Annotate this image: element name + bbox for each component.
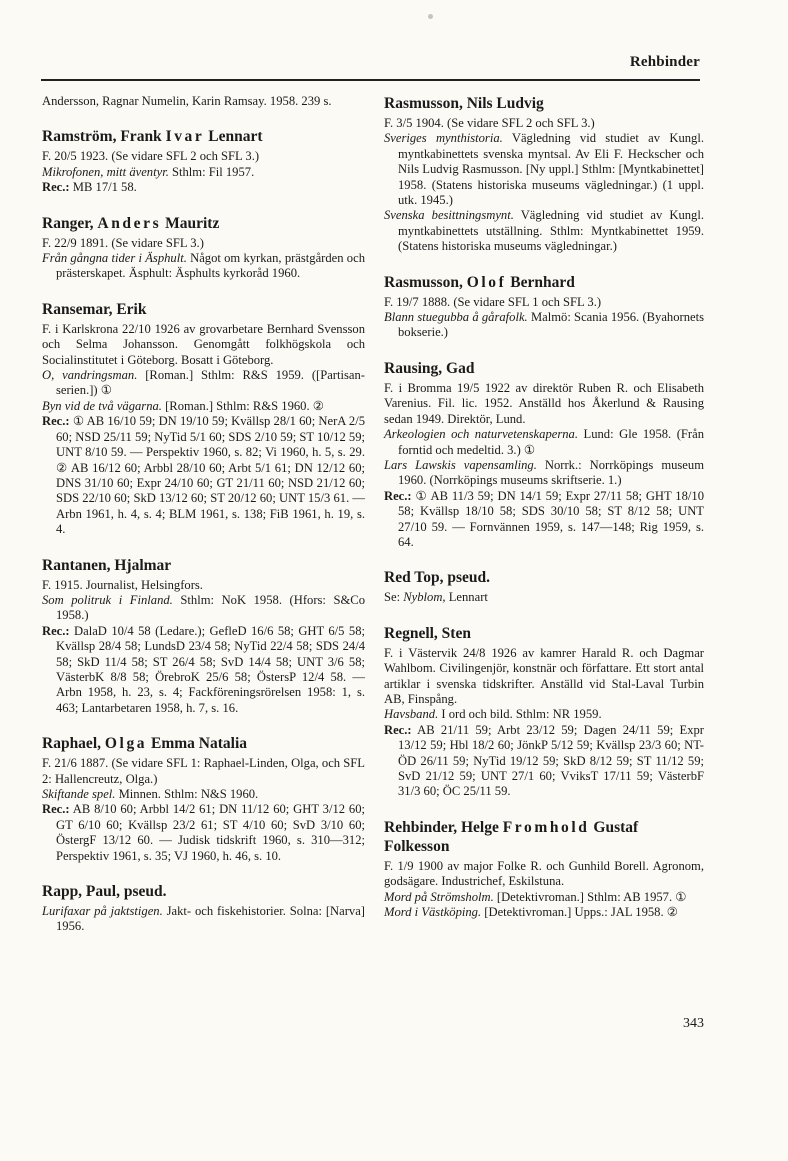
entry-work: Lars Lawskis vapensamling. Norrk.: Norrköpings museum 1960. (Norrköpings museums skriftserie. 1.) xyxy=(384,457,704,488)
entry-born: F. 19/7 1888. (Se vidare SFL 1 och SFL 3.) xyxy=(384,294,602,309)
left-column xyxy=(42,94,365,953)
entry-work: Sveriges mynthistoria. Vägledning vid studiet av Kungl. myntkabinettets svenska myntsal. Av Eli F. Heckscher och Nils Ludvig Rasmusson. [Ny uppl.] Sthlm: [Myntkabinettet] 1958. (Statens historiska museums vägledningar.) (1 uppl. utk. 1945.) xyxy=(384,131,704,208)
entry-bio: F. 1915. Journalist, Helsingfors. xyxy=(42,577,203,592)
entry-heading: Ranger, Anders Mauritz xyxy=(42,214,220,232)
entry-bio: F. 1/9 1900 av major Folke R. och Gunhild Borell. Agronom, godsägare. Industrichef, Eskilstuna. xyxy=(384,858,704,889)
continuation-text: Andersson, Ragnar Numelin, Karin Ramsay. 1958. 239 s. xyxy=(42,94,332,108)
entry-heading: Raphael, Olga Emma Natalia xyxy=(42,735,248,753)
entry-heading: Rantanen, Hjalmar xyxy=(42,556,172,574)
entry-bio: F. i Karlskrona 22/10 1926 av grovarbetare Bernhard Svensson och Selma Johansson. Genomgått folkhögskola och Socialinstitutet i Göteborg. Bosatt i Göteborg. xyxy=(42,321,365,367)
right-column xyxy=(384,94,704,938)
entry-heading: Rasmusson, Nils Ludvig xyxy=(384,95,544,112)
entry-see-reference: Se: Nyblom, Lennart xyxy=(384,590,488,605)
entry-work: Från gångna tider i Äsphult. Något om kyrkan, prästgården och prästerskapet. Äsphult: Äsphults kyrkoråd 1960. xyxy=(42,251,365,281)
entry-heading: Rasmusson, Olof Bernhard xyxy=(384,273,575,291)
entry-bio: F. i Västervik 24/8 1926 av kamrer Harald R. och Dagmar Wahlbom. Civilingenjör, konstnär och författare. Ett stort antal artiklar i svenska tidskrifter. Anställd vid Stal-Laval Turbin AB, Finspång. xyxy=(384,645,704,706)
entry-rehbinder xyxy=(384,818,704,921)
entry-heading: Ramström, Frank Ivar Lennart xyxy=(42,128,263,146)
entry-rasmusson-olof xyxy=(384,273,704,341)
entry-work: Byn vid de två vägarna. [Roman.] Sthlm: R&S 1960. ② xyxy=(42,398,325,413)
entry-work: Som politruk i Finland. Sthlm: NoK 1958. (Hfors: S&Co 1958.) xyxy=(42,592,365,623)
entry-heading: Rausing, Gad xyxy=(384,359,475,377)
entry-raphael xyxy=(42,734,365,864)
page-number: 343 xyxy=(683,1016,704,1031)
entry-work: Arkeologien och naturvetenskaperna. Lund: Gle 1958. (Från forntid och medeltid. 3.) ① xyxy=(384,427,704,457)
header-rule xyxy=(41,79,700,81)
entry-rausing xyxy=(384,359,704,550)
entry-bio: F. i Bromma 19/5 1922 av direktör Ruben R. och Elisabeth Varenius. Fil. lic. 1952. Anställd hos Åkerlund & Rausing sedan 1949. Direktör, Lund. xyxy=(384,380,704,426)
entry-reviews: Rec.: MB 17/1 58. xyxy=(42,180,137,195)
entry-rapp xyxy=(42,882,365,935)
decorative-dot xyxy=(428,14,433,19)
entry-rantanen xyxy=(42,556,365,717)
entry-born: F. 3/5 1904. (Se vidare SFL 2 och SFL 3.) xyxy=(384,116,595,130)
entry-heading: Ransemar, Erik xyxy=(42,300,147,318)
entry-rasmusson-nils xyxy=(384,94,704,255)
entry-work: O, vandringsman. [Roman.] Sthlm: R&S 1959. ([Partisan-serien.]) ① xyxy=(42,368,365,398)
entry-work: Havsband. I ord och bild. Sthlm: NR 1959. xyxy=(384,707,602,722)
entry-heading: Rapp, Paul, pseud. xyxy=(42,883,167,901)
entry-reviews: Rec.: ① AB 11/3 59; DN 14/1 59; Expr 27/11 58; GHT 18/10 58; Kvällsp 18/10 58; SDS 30/10 58; ST 8/12 58; UNT 27/10 59. — Fornvännen 1959, s. 147—148; Rig 1959, s. 64. xyxy=(384,488,704,549)
entry-regnell xyxy=(384,624,704,800)
running-header: Rehbinder xyxy=(629,54,700,70)
entry-work: Blann stuegubba å gårafolk. Malmö: Scania 1956. (Byahornets bokserie.) xyxy=(384,310,705,340)
entry-work: Mikrofonen, mitt äventyr. Sthlm: Fil 1957. xyxy=(42,164,255,179)
entry-heading: Red Top, pseud. xyxy=(384,569,490,587)
entry-reviews: Rec.: DalaD 10/4 58 (Ledare.); GefleD 16/6 58; GHT 6/5 58; Kvällsp 28/4 58; LundsD 23/4 58; NyTid 22/4 58; SDS 24/4 58; SkD 11/4 58; ST 26/4 58; SvD 14/4 58; UNT 3/6 58; VästerbK 8/8 58; ÖrebroK 25/6 58; ÖstersP 12/4 58. — Arbn 1958, h. 23, s. 4; Fackföreningsrörelsen 1958: 1, s. 463; Lantarbetaren 1958, h. 7, s. 16. xyxy=(42,623,365,715)
entry-born: F. 21/6 1887. (Se vidare SFL 1: Raphael-Linden, Olga, och SFL 2: Hallencreutz, Olga.) xyxy=(42,756,365,786)
entry-heading: Regnell, Sten xyxy=(384,624,471,642)
entry-work: Mord på Strömsholm. [Detektivroman.] Sthlm: AB 1957. ① xyxy=(384,889,687,904)
entry-work: Svenska besittningsmynt. Vägledning vid studiet av Kungl. myntkabinettets utställning. Sthlm: Myntkabinettet 1959. (Statens historiska museums vägledningar.) xyxy=(384,208,704,254)
entry-reviews: Rec.: ① AB 16/10 59; DN 19/10 59; Kvällsp 28/1 60; NerA 2/5 60; NSD 25/11 59; NyTid 5/1 60; SDS 2/10 59; ST 10/12 59; UNT 8/10 59. — Perspektiv 1960, s. 82; Vi 1960, h. 5, s. 29. ② AB 16/12 60; Arbbl 28/10 60; Arbt 5/1 61; DN 12/12 60; DNS 31/10 60; Expr 24/10 60; GT 21/11 60; NSD 21/12 60; SDS 22/10 60; SkD 13/12 60; ST 20/12 60; UNT 15/3 61. — Arbn 1961, h. 4, s. 4; BLM 1961, s. 138; FiB 1961, h. 19, s. 4. xyxy=(42,414,365,537)
entry-heading: Rehbinder, Helge Fromhold Gustaf Folkesson xyxy=(384,818,639,855)
entry-red-top xyxy=(384,568,704,605)
entry-born: F. 22/9 1891. (Se vidare SFL 3.) xyxy=(42,235,204,250)
entry-born: F. 20/5 1923. (Se vidare SFL 2 och SFL 3.) xyxy=(42,149,260,164)
entry-work: Mord i Västköping. [Detektivroman.] Upps.: JAL 1958. ② xyxy=(384,905,679,920)
entry-ramstrom xyxy=(42,127,365,195)
entry-work: Skiftande spel. Minnen. Sthlm: N&S 1960. xyxy=(42,787,259,801)
entry-ranger xyxy=(42,214,365,282)
entry-ransemar xyxy=(42,300,365,538)
entry-work: Lurifaxar på jaktstigen. Jakt- och fiskehistorier. Solna: [Narva] 1956. xyxy=(42,904,365,934)
entry-reviews: Rec.: AB 8/10 60; Arbbl 14/2 61; DN 11/12 60; GHT 3/12 60; GT 6/10 60; Kvällsp 23/2 61; ST 4/10 60; SvD 3/10 60; ÖstergF 13/12 60. — Judisk tidskrift 1960, s. 310—312; Perspektiv 1961, s. 35; VJ 1960, h. 46, s. 10. xyxy=(42,802,365,863)
entry-reviews: Rec.: AB 21/11 59; Arbt 23/12 59; Dagen 24/11 59; Expr 13/12 59; Hbl 18/2 60; JönkP 5/12 59; Kvällsp 23/3 60; NT-ÖD 26/11 59; NyTid 19/12 59; SkD 8/12 59; ST 11/12 59; SvD 21/12 59; UNT 27/1 60; VviksT 17/11 59; VästerbF 31/3 60; ÖC 25/11 59. xyxy=(384,722,704,799)
